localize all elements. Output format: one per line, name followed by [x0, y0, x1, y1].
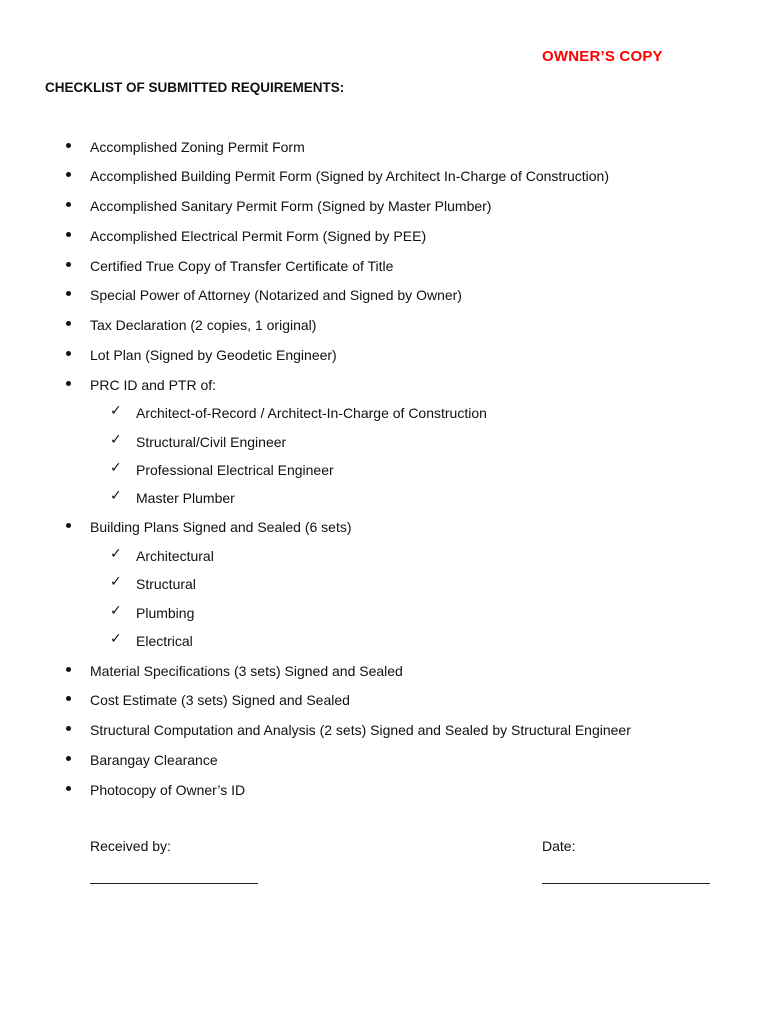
list-item-label: Certified True Copy of Transfer Certificate of Title — [90, 258, 394, 274]
sub-list-item-label: Professional Electrical Engineer — [136, 462, 334, 478]
list-item-label: Accomplished Electrical Permit Form (Signed by PEE) — [90, 228, 427, 244]
checkmark-icon: ✓ — [110, 546, 122, 562]
bullet-icon — [66, 172, 71, 177]
list-item-label: PRC ID and PTR of: — [90, 377, 217, 393]
list-item-label: Photocopy of Owner’s ID — [90, 782, 246, 798]
list-item — [90, 663, 403, 679]
sub-list-item-label: Plumbing — [136, 605, 195, 621]
list-item — [90, 377, 216, 393]
sub-list-item — [110, 546, 214, 564]
sub-list-item-label: Structural/Civil Engineer — [136, 434, 287, 450]
list-item — [90, 782, 245, 798]
bullet-icon — [66, 321, 71, 326]
list-item-label: Material Specifications (3 sets) Signed and Sealed — [90, 663, 403, 679]
checklist-title: CHECKLIST OF SUBMITTED REQUIREMENTS: — [45, 80, 345, 95]
list-item — [90, 168, 609, 184]
list-item — [90, 752, 218, 768]
bullet-icon — [66, 262, 71, 267]
owners-copy-label: OWNER’S COPY — [542, 48, 663, 65]
list-item — [90, 228, 426, 244]
bullet-icon — [66, 381, 71, 386]
date-label: Date: — [542, 838, 576, 854]
checkmark-icon: ✓ — [110, 403, 122, 419]
list-item — [90, 347, 337, 363]
bullet-icon — [66, 756, 71, 761]
bullet-icon — [66, 232, 71, 237]
list-item-label: Lot Plan (Signed by Geodetic Engineer) — [90, 347, 337, 363]
bullet-icon — [66, 143, 71, 148]
checkmark-icon: ✓ — [110, 574, 122, 590]
checkmark-icon: ✓ — [110, 603, 122, 619]
bullet-icon — [66, 667, 71, 672]
sub-list-item-label: Structural — [136, 576, 196, 592]
list-item — [90, 198, 491, 214]
bullet-icon — [66, 786, 71, 791]
list-item-label: Barangay Clearance — [90, 752, 218, 768]
list-item-label: Cost Estimate (3 sets) Signed and Sealed — [90, 692, 350, 708]
list-item-label: Accomplished Sanitary Permit Form (Signed by Master Plumber) — [90, 198, 492, 214]
list-item — [90, 139, 305, 155]
sub-list-item — [110, 460, 334, 478]
list-item — [90, 258, 393, 274]
sub-list-item — [110, 432, 287, 450]
checkmark-icon: ✓ — [110, 631, 122, 647]
sub-list-item — [110, 488, 235, 506]
list-item-label: Special Power of Attorney (Notarized and Signed by Owner) — [90, 287, 462, 303]
sub-list-item-label: Architect-of-Record / Architect-In-Charge of Construction — [136, 405, 487, 421]
sub-list-item — [110, 403, 487, 421]
list-item — [90, 287, 462, 303]
bullet-icon — [66, 291, 71, 296]
sub-list-item — [110, 603, 195, 621]
list-item — [90, 722, 631, 738]
bullet-icon — [66, 351, 71, 356]
list-item-label: Tax Declaration (2 copies, 1 original) — [90, 317, 317, 333]
list-item-label: Structural Computation and Analysis (2 sets) Signed and Sealed by Structural Engineer — [90, 722, 631, 738]
list-item-label: Building Plans Signed and Sealed (6 sets) — [90, 519, 352, 535]
list-item — [90, 519, 352, 535]
date-signature-line — [542, 883, 710, 884]
checkmark-icon: ✓ — [110, 488, 122, 504]
list-item-label: Accomplished Building Permit Form (Signed by Architect In-Charge of Construction) — [90, 168, 609, 184]
sub-list-item — [110, 574, 196, 592]
checkmark-icon: ✓ — [110, 432, 122, 448]
sub-list-item-label: Electrical — [136, 633, 193, 649]
sub-list-item-label: Master Plumber — [136, 490, 235, 506]
bullet-icon — [66, 726, 71, 731]
sub-list-item — [110, 631, 193, 649]
bullet-icon — [66, 523, 71, 528]
list-item-label: Accomplished Zoning Permit Form — [90, 139, 305, 155]
list-item — [90, 692, 350, 708]
received-by-label: Received by: — [90, 838, 171, 854]
sub-list-item-label: Architectural — [136, 548, 214, 564]
list-item — [90, 317, 316, 333]
bullet-icon — [66, 202, 71, 207]
received-by-signature-line — [90, 883, 258, 884]
bullet-icon — [66, 696, 71, 701]
checkmark-icon: ✓ — [110, 460, 122, 476]
